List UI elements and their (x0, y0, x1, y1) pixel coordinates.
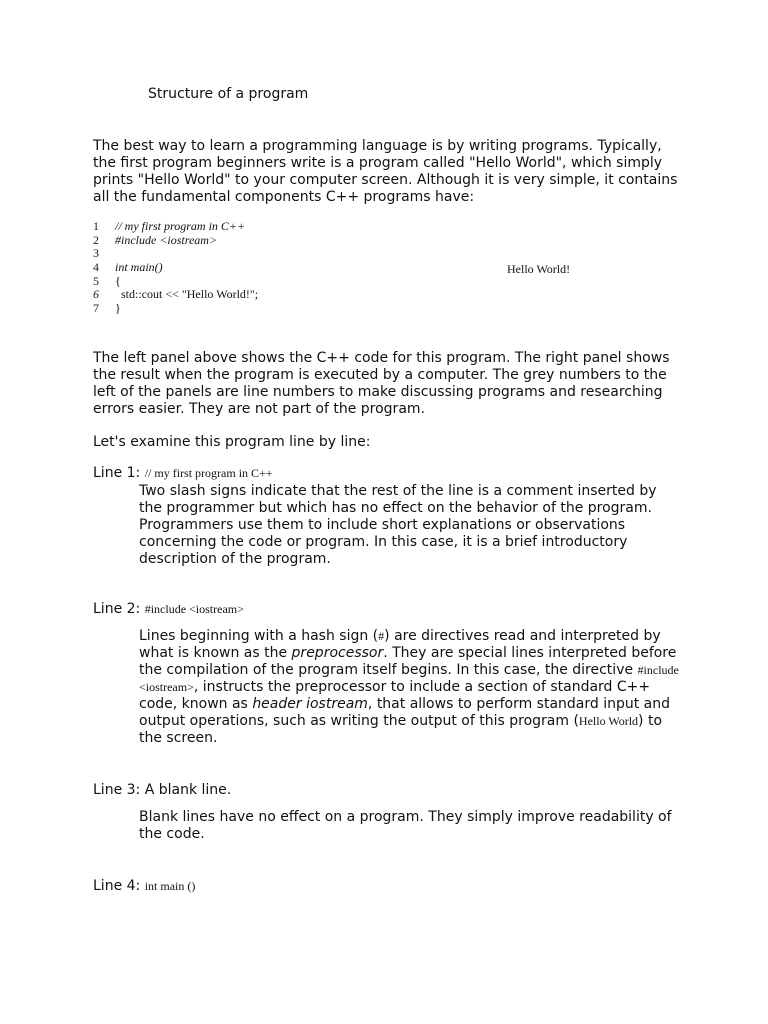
code-text: { (115, 273, 121, 288)
code-text: int main() (115, 260, 163, 275)
line4-heading (93, 878, 195, 894)
desc-text: ) to the screen. (139, 713, 663, 746)
line4-code: int main () (144, 879, 196, 893)
line-number: 6 (93, 287, 99, 302)
program-output: Hello World! (507, 262, 571, 276)
line-number: 2 (93, 232, 99, 247)
header-term: header iostream (252, 696, 368, 712)
line1-label: Line 1: (93, 465, 141, 481)
line2-heading (93, 601, 244, 617)
line3-heading: Line 3: A blank line. (93, 782, 232, 798)
panels-paragraph: The left panel above shows the C++ code for this program. The right panel shows the result when the program is executed by a computer. The grey numbers to the left of the panels are line numbers to make discussing programs and researching errors easier. They are not part of the program. (93, 350, 670, 417)
line3-description: Blank lines have no effect on a program. They simply improve readability of the code. (139, 809, 672, 842)
code-line-7 (93, 302, 258, 316)
examine-paragraph: Let's examine this program line by line: (93, 434, 371, 450)
page-title: Structure of a program (148, 86, 309, 102)
desc-text: ) are directives read and interpreted by what is known as the (139, 628, 661, 661)
line-number: 4 (93, 260, 99, 275)
line1-description: Two slash signs indicate that the rest of the line is a comment inserted by the programmer but which has no effect on the behavior of the program. Programmers use them to include short explanations or observations concerning the code or program. In this case, it is a brief introductory description of the program. (139, 483, 657, 567)
hash-code: # (378, 629, 385, 643)
code-text: // my first program in C++ (115, 219, 246, 233)
desc-text: . They are special lines interpreted before the compilation of the program itself begins. In this case, the directive (139, 645, 677, 678)
line2-code: #include <iostream> (144, 602, 244, 616)
code-line-3 (93, 247, 258, 261)
preprocessor-term: preprocessor (291, 645, 384, 661)
include-code: #include <iostream> (139, 663, 679, 694)
desc-text: Lines beginning with a hash sign ( (139, 628, 379, 644)
line2-description (139, 628, 679, 747)
desc-text: , instructs the preprocessor to include a section of standard C++ code, known as (139, 679, 651, 712)
desc-text: , that allows to perform standard input and output operations, such as writing the output of this program ( (139, 696, 671, 729)
hello-world-code: Hello World (578, 714, 639, 728)
line1-code: // my first program in C++ (144, 466, 273, 480)
line-number: 1 (93, 219, 99, 233)
code-text: } (115, 301, 121, 316)
code-line-6 (93, 288, 258, 302)
line1-heading (93, 465, 273, 481)
intro-paragraph: The best way to learn a programming language is by writing programs. Typically, the first program beginners write is a program called "Hello World", which simply prints "Hello World" to your computer screen. Although it is very simple, it contains all the fundamental components C++ programs have: (93, 138, 678, 205)
code-line-5 (93, 275, 258, 289)
code-line-2 (93, 234, 258, 248)
line-number: 3 (93, 246, 99, 261)
line-number: 7 (93, 301, 99, 316)
code-text: std::cout << "Hello World!"; (115, 287, 259, 302)
code-listing (93, 220, 258, 316)
code-line-4 (93, 261, 258, 275)
line2-label: Line 2: (93, 601, 141, 617)
line-number: 5 (93, 273, 99, 288)
line4-label: Line 4: (93, 878, 141, 894)
code-line-1 (93, 220, 258, 234)
code-text: #include <iostream> (115, 232, 218, 247)
